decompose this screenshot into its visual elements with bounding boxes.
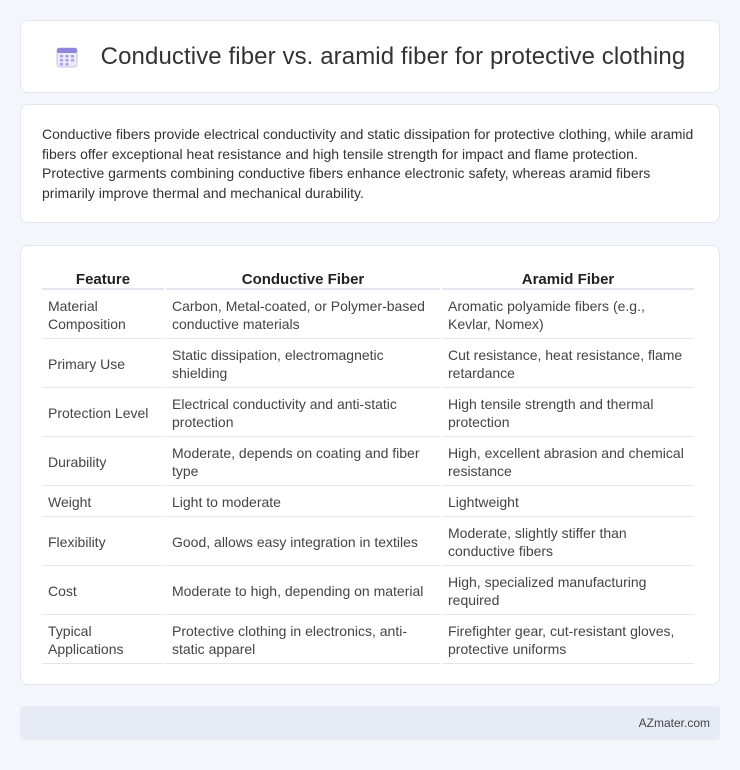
conductive-cell: Carbon, Metal-coated, or Polymer-based conductive materials (166, 292, 440, 339)
page-title: Conductive fiber vs. aramid fiber for protective clothing (100, 42, 686, 70)
table-row (42, 390, 694, 437)
conductive-cell: Moderate to high, depending on material (166, 568, 440, 615)
aramid-cell: Cut resistance, heat resistance, flame retardance (442, 341, 694, 388)
feature-cell: Material Composition (42, 292, 164, 339)
conductive-cell: Protective clothing in electronics, anti-static apparel (166, 617, 440, 664)
aramid-cell: Firefighter gear, cut-resistant gloves, protective uniforms (442, 617, 694, 664)
feature-cell: Cost (42, 568, 164, 615)
feature-cell: Typical Applications (42, 617, 164, 664)
calendar-icon (55, 45, 79, 69)
table-row (42, 292, 694, 339)
comparison-table (40, 266, 696, 666)
aramid-cell: Moderate, slightly stiffer than conductive fibers (442, 519, 694, 566)
table-row (42, 519, 694, 566)
footer (20, 706, 720, 740)
title-card (20, 20, 720, 93)
table-row (42, 341, 694, 388)
aramid-cell: High tensile strength and thermal protection (442, 390, 694, 437)
intro-paragraph: Conductive fibers provide electrical conductivity and static dissipation for protective clothing, while aramid fibers offer exceptional heat resistance and high tensile strength for impact and flame protection. Protective garments combining conductive fibers enhance electronic safety, whereas aramid fibers primarily improve thermal and mechanical durability. (42, 126, 694, 201)
footer-brand: AZmater.com (638, 716, 710, 730)
header-feature: Feature (42, 268, 164, 290)
aramid-cell: Aromatic polyamide fibers (e.g., Kevlar, Nomex) (442, 292, 694, 339)
feature-cell: Durability (42, 439, 164, 486)
conductive-cell: Light to moderate (166, 488, 440, 517)
table-row (42, 568, 694, 615)
table-row (42, 488, 694, 517)
table-row (42, 617, 694, 664)
header-conductive-fiber: Conductive Fiber (166, 268, 440, 290)
header-aramid-fiber: Aramid Fiber (442, 268, 694, 290)
table-row (42, 439, 694, 486)
conductive-cell: Electrical conductivity and anti-static protection (166, 390, 440, 437)
conductive-cell: Moderate, depends on coating and fiber type (166, 439, 440, 486)
aramid-cell: High, excellent abrasion and chemical resistance (442, 439, 694, 486)
conductive-cell: Static dissipation, electromagnetic shielding (166, 341, 440, 388)
intro-card (20, 104, 720, 223)
aramid-cell: Lightweight (442, 488, 694, 517)
aramid-cell: High, specialized manufacturing required (442, 568, 694, 615)
table-header-row (42, 268, 694, 290)
comparison-table-card (20, 245, 720, 685)
feature-cell: Flexibility (42, 519, 164, 566)
conductive-cell: Good, allows easy integration in textiles (166, 519, 440, 566)
feature-cell: Weight (42, 488, 164, 517)
feature-cell: Primary Use (42, 341, 164, 388)
feature-cell: Protection Level (42, 390, 164, 437)
